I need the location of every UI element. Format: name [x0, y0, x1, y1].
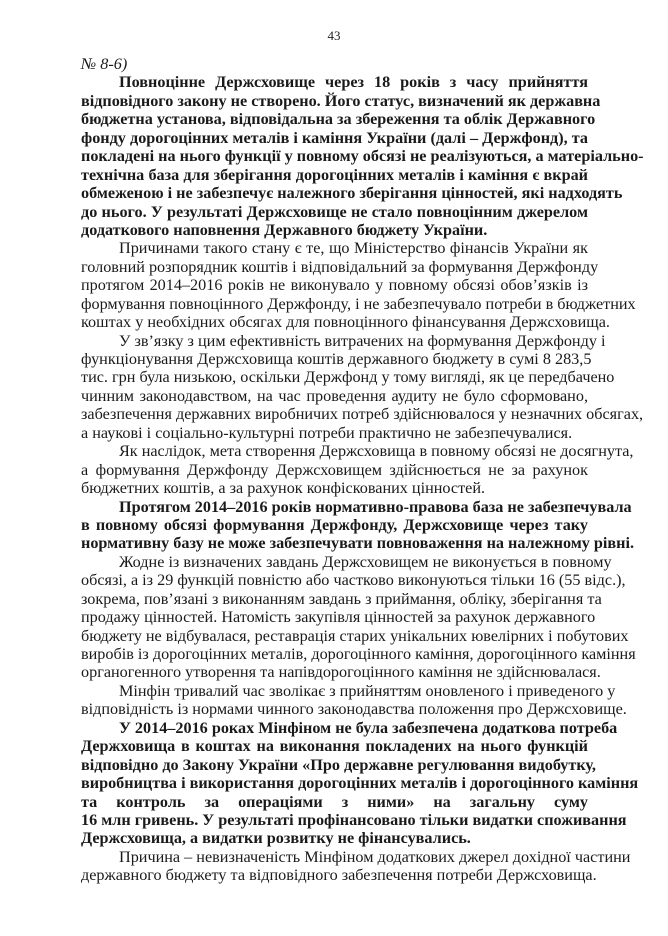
text-line: Причина – невизначеність Мінфіном додаткових джерел дохідної частини	[119, 847, 631, 866]
text-line: бюджету не відбувалася, реставрація старих унікальних ювелірних і побутових	[81, 626, 629, 645]
text-line: виробництва і використання дорогоцінних металів і дорогоцінного каміння	[81, 774, 639, 793]
text-line: додаткового наповнення Державного бюджету України.	[81, 220, 488, 239]
text-line: а формування Держфонду Держсховищем здійснюється не за рахунок	[81, 460, 588, 479]
text-line: забезпечення державних виробничих потреб здійснювалося у незначних обсягах,	[81, 405, 644, 424]
text-line: У зв’язку з цим ефективність витрачених на формування Держфонду і	[119, 331, 606, 350]
text-line: відповідно до Закону України «Про державне регулювання видобутку,	[81, 755, 596, 774]
text-line: тис. грн була низькою, оскільки Держфонд у тому вигляді, як це передбачено	[81, 368, 615, 387]
text-line: Як наслідок, мета створення Держсховища в повному обсязі не досягнута,	[119, 442, 634, 461]
text-line: бюджетна установа, відповідальна за збереження та облік Державного	[81, 110, 596, 129]
text-line: та контроль за операціями з ними» на загальну суму	[81, 792, 588, 811]
text-line: формування повноцінного Держфонду, і не забезпечувало потреби в бюджетних	[81, 294, 636, 313]
text-line: Мінфін тривалий час зволікає з прийняттям оновленого і приведеного у	[119, 681, 616, 700]
reference-note: № 8-6)	[81, 55, 128, 73]
text-line: державного бюджету та відповідного забезпечення потреби Держсховища.	[81, 866, 597, 885]
text-line: Причинами такого стану є те, що Міністерство фінансів України як	[119, 239, 588, 258]
text-line: органогенного утворення та напівдорогоцінного каміння не здійснювалася.	[81, 663, 601, 682]
paragraph	[81, 681, 627, 719]
text-line: 16 млн гривень. У результаті профінансовано тільки видатки споживання	[81, 810, 627, 829]
text-line: обсязі, а із 29 функцій повністю або частково виконуються тільки 16 (55 відс.),	[81, 571, 626, 590]
text-line: бюджетних коштів, а за рахунок конфіскованих цінностей.	[81, 479, 486, 498]
text-line: протягом 2014–2016 років не виконувало у повному обсязі обов’язків із	[81, 276, 588, 295]
text-line: функціонування Держсховища коштів державного бюджету в сумі 8 283,5	[81, 350, 592, 369]
page-number: 43	[327, 28, 341, 43]
text-line: виробів із дорогоцінних металів, дорогоцінного каміння, дорогоцінного каміння	[81, 645, 636, 664]
text-line: коштах у необхідних обсягах для повноцінного фінансування Держсховища.	[81, 313, 610, 332]
text-line: Держсховища, а видатки розвитку не фінансувались.	[81, 829, 471, 848]
text-line: зокрема, пов’язані з виконанням завдань з приймання, обліку, зберігання та	[81, 589, 602, 608]
bold-paragraph	[81, 73, 644, 239]
document-body	[81, 55, 644, 885]
text-line: У 2014–2016 роках Мінфіном не була забезпечена додаткова потреба	[119, 718, 618, 737]
text-line: продажу цінностей. Натомість закупівля цінностей за рахунок державного	[81, 608, 596, 627]
paragraph	[81, 552, 636, 682]
text-line: в повному обсязі формування Держфонду, Держсховище через таку	[81, 515, 588, 534]
text-line: фонду дорогоцінних металів і каміння України (далі – Держфонд), та	[81, 128, 588, 147]
text-line: відповідність із нормами чинного законодавства положення про Держсховище.	[81, 700, 627, 719]
text-line: покладені на нього функції у повному обсязі не реалізуються, а матеріально-	[81, 147, 644, 166]
text-line: Держховища в коштах на виконання покладених на нього функцій	[81, 737, 588, 756]
paragraph	[81, 331, 644, 443]
text-line: а наукові і соціально-культурні потреби практично не забезпечувалися.	[81, 423, 573, 442]
text-line: до нього. У результаті Держсховище не стало повноцінним джерелом	[81, 202, 588, 221]
text-line: нормативну базу не може забезпечувати повноваження на належному рівні.	[81, 534, 635, 553]
text-line: Жодне із визначених завдань Держсховищем не виконується в повному	[119, 552, 612, 571]
text-line: головний розпорядник коштів і відповідальний за формування Держфонду	[81, 257, 599, 276]
text-line: чинним законодавством, на час проведення аудиту не було сформовано,	[81, 386, 588, 405]
paragraph	[81, 442, 634, 498]
text-line: обмеженою і не забезпечує належного зберігання цінностей, які надходять	[81, 184, 623, 203]
bold-paragraph	[81, 718, 639, 848]
bold-paragraph	[81, 497, 635, 553]
text-line: Повноцінне Держсховище через 18 років з часу прийняття	[119, 73, 588, 92]
text-line: відповідного закону не створено. Його статус, визначений як державна	[81, 91, 601, 110]
text-line: Протягом 2014–2016 років нормативно-правова база не забезпечувала	[119, 497, 632, 516]
paragraph	[81, 847, 631, 885]
paragraph	[81, 239, 636, 332]
text-line: технічна база для зберігання дорогоцінних металів і каміння є вкрай	[81, 165, 588, 184]
